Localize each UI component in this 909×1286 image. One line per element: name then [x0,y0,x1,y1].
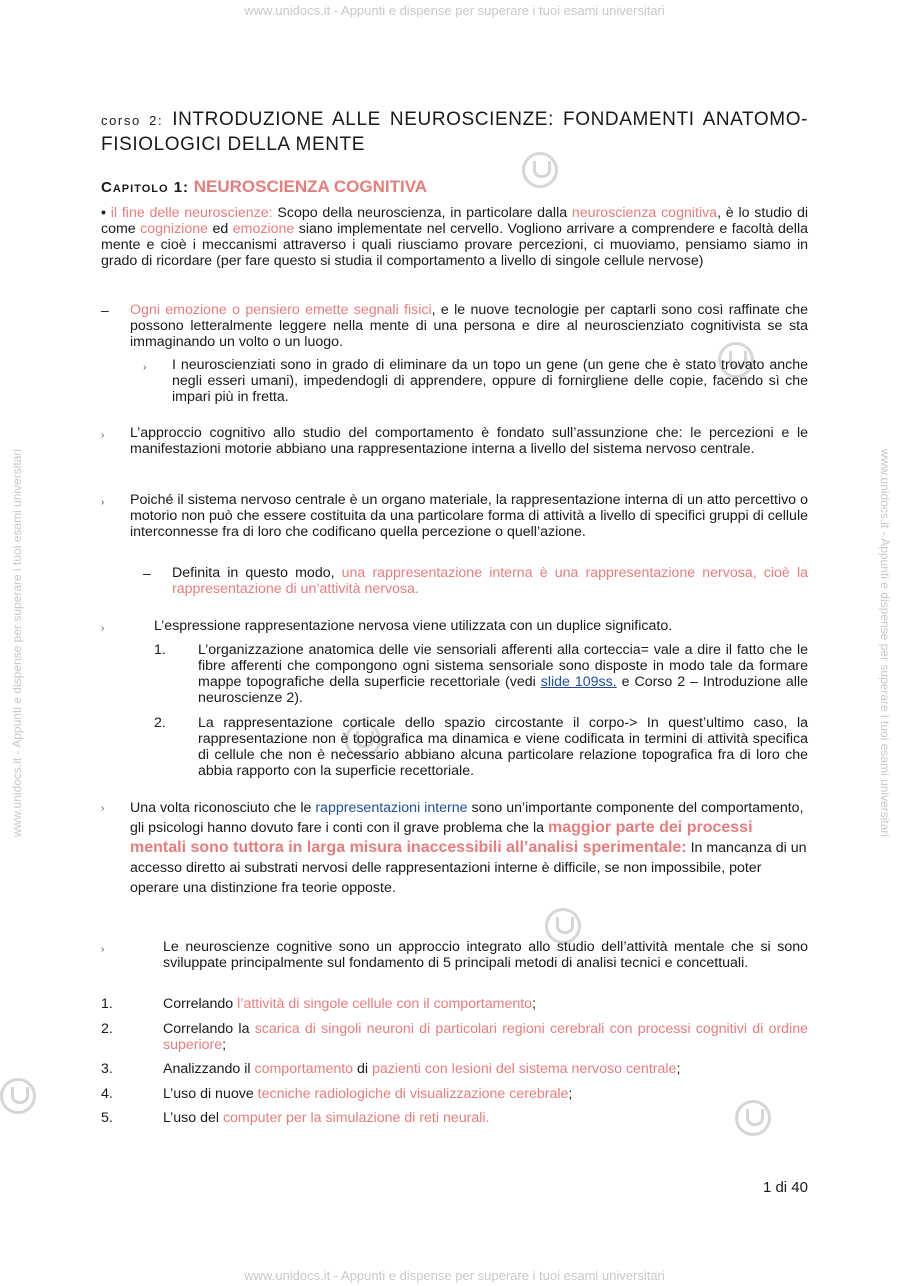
list-item-text: ; [568,1086,573,1102]
list-item-text: Analizzando il [163,1061,255,1077]
highlight-phrase: una rappresentazione interna è una rappresentazione nervosa, cioè la rappresentazione di un’attività nervosa. [172,565,808,597]
intro-lead: il fine delle neuroscienze: [110,205,273,221]
paragraph-text: sono un’importante componente del comportamento, gli psicologi hanno dovuto fare i conti con il grave problema che la [130,800,804,836]
document-title [101,108,808,157]
list-number: 4. [101,1086,113,1102]
highlight-phrase: pazienti con lesioni del sistema nervoso centrale [372,1061,677,1077]
arrow-marker: › [101,623,105,634]
watermark-logo-icon [522,152,558,188]
dash-marker: – [143,565,151,581]
highlight-phrase: l’attività di singole cellule con il comportamento [237,996,533,1012]
list-item [163,1086,808,1102]
highlight-term: cognizione [140,221,209,237]
highlight-term: neuroscienza cognitiva [571,205,718,221]
watermark-top: www.unidocs.it - Appunti e dispense per superare i tuoi esami universitari [244,3,665,18]
arrow-marker: › [101,430,105,441]
emphasis-phrase: maggior parte dei processi mentali sono tuttora in larga misura inaccessibili all’analisi sperimentale: [130,819,753,856]
current-page: 1 [762,1179,772,1196]
intro-text: , è lo studio di come [101,205,808,237]
list-item [198,715,808,779]
list-item [163,1061,808,1077]
total-pages: di 40 [775,1179,808,1196]
highlight-phrase: Ogni emozione o pensiero emette segnali fisici [130,302,432,318]
paragraph-text: , e le nuove tecnologie per captarli sono così raffinate che possono letteralmente leggere nella mente di una persona e dire al neuroscienziato cognitivista se sta immaginando un volto o un luogo. [130,302,808,350]
chapter-heading [101,177,427,197]
list-item-text: ; [532,996,537,1012]
paragraph-mouse-gene: I neuroscienziati sono in grado di eliminare da un topo un gene (un gene che è stato trovato anche negli esseri umani), impedendogli di apprendere, oppure di fornirgliene delle copie, facendo sì che impari più in fretta. [172,357,808,405]
paragraph-signals [130,302,808,350]
arrow-marker: › [101,944,105,955]
highlight-phrase: comportamento [254,1061,354,1077]
list-item-text: L’organizzazione anatomica delle vie sensoriali afferenti alla corteccia= vale a dire il fatto che le fibre afferenti che compongono ogni sistema sensoriale sono disposte in modo tale da formare mappe topografiche della superficie recettoriale (vedi [198,642,808,690]
course-label: corso 2: [101,113,164,128]
list-item-text: L’uso del [163,1110,223,1126]
arrow-marker: › [143,362,147,373]
intro-text: Scopo della neuroscienza, in particolare dalla [272,205,572,221]
list-item-text: Correlando la [163,1021,255,1037]
paragraph-cognitive-approach: L’approccio cognitivo allo studio del comportamento è fondato sull’assunzione che: le percezioni e le manifestazioni motorie abbiano una rappresentazione interna a livello del sistema nervoso centrale. [130,425,808,457]
list-item [163,996,808,1012]
dash-marker: – [101,302,109,318]
list-number: 3. [101,1061,113,1077]
intro-text: siano implementate nel cervello. Vogliono arrivare a comprendere e facoltà della mente e cioè i meccanismi attraverso i quali riusciamo provare percezioni, ci muoviamo, pensiamo siamo in grado di ricordare (per fare questo si studia il comportamento a livello di singole cellule nervose) [101,221,808,269]
page-number [700,1179,808,1196]
paragraph-text: In mancanza di un accesso diretto ai substrati nervosi delle rappresentazioni interne è difficile, se non impossibile, poter operare una distinzione fra teorie opposte. [130,840,807,896]
list-number: 5. [101,1110,113,1126]
paragraph-text: Definita in questo modo, [172,565,342,581]
list-item [163,1110,808,1126]
paragraph-methods: Le neuroscienze cognitive sono un approccio integrato allo studio dell’attività mentale che si sono sviluppate principalmente sul fondamento di 5 principali metodi di analisi tecnici e concettuali. [163,939,808,971]
list-item-text: ; [676,1061,681,1077]
chapter-title: NEUROSCIENZA COGNITIVA [193,177,428,196]
highlight-phrase: computer per la simulazione di reti neurali. [222,1110,490,1126]
list-number: 1. [101,996,113,1012]
paragraph-definition [172,565,808,597]
list-item-text: L’uso di nuove [163,1086,258,1102]
list-item-text: La rappresentazione corticale dello spazio circostante il corpo-> In quest’ultimo caso, la rappresentazione non è topografica ma dinamica e viene codificata in termini di attività specifica di cellule che non è necessario abbiano alcuna particolare relazione topografica fra di loro che abbia rapporto con la superficie recettoriale. [198,715,808,779]
watermark-bottom: www.unidocs.it - Appunti e dispense per superare i tuoi esami universitari [244,1268,665,1283]
list-item-text: e Corso 2 – Introduzione alle neuroscienze 2). [198,674,809,706]
intro-text: ed [208,221,233,237]
watermark-logo-icon [0,1078,36,1114]
slide-link[interactable]: slide 109ss. [540,674,617,690]
list-item [163,1021,808,1053]
course-title: INTRODUZIONE ALLE NEUROSCIENZE: FONDAMENTI ANATOMO- FISIOLOGICI DELLA MENTE [101,109,808,155]
paragraph-intro [101,205,808,269]
list-item-text: di [353,1061,373,1077]
list-item-text: Correlando [163,996,238,1012]
paragraph-cns: Poiché il sistema nervoso centrale è un organo materiale, la rappresentazione interna di un atto percettivo o motorio non può che essere costituita da una particolare forma di attività a livello di specifici gruppi di cellule interconnesse fra di loro che codificano quella percezione o quell’azione. [130,492,808,540]
paragraph-representations [130,798,808,898]
paragraph-text: Una volta riconosciuto che le [130,800,316,816]
watermark-right: www.unidocs.it - Appunti e dispense per superare i tuoi esami universitari [878,448,892,838]
list-number: 1. [154,642,166,658]
highlight-phrase: scarica di singoli neuroni di particolari regioni cerebrali con processi cognitivi di ordine superiore [163,1021,808,1053]
highlight-term: emozione [232,221,295,237]
highlight-phrase: tecniche radiologiche di visualizzazione cerebrale [257,1086,569,1102]
arrow-marker: › [101,803,105,814]
list-number: 2. [154,715,166,731]
paragraph-nervous-rep: L’espressione rappresentazione nervosa viene utilizzata con un duplice significato. [154,618,673,634]
list-number: 2. [101,1021,113,1037]
list-item [198,642,808,706]
arrow-marker: › [101,497,105,508]
highlight-term: rappresentazioni interne [315,800,468,816]
bullet-marker: • [101,205,106,221]
list-item-text: ; [222,1037,227,1053]
chapter-label: Capitolo 1: [101,179,190,196]
watermark-left: www.unidocs.it - Appunti e dispense per superare i tuoi esami universitari [10,448,24,838]
